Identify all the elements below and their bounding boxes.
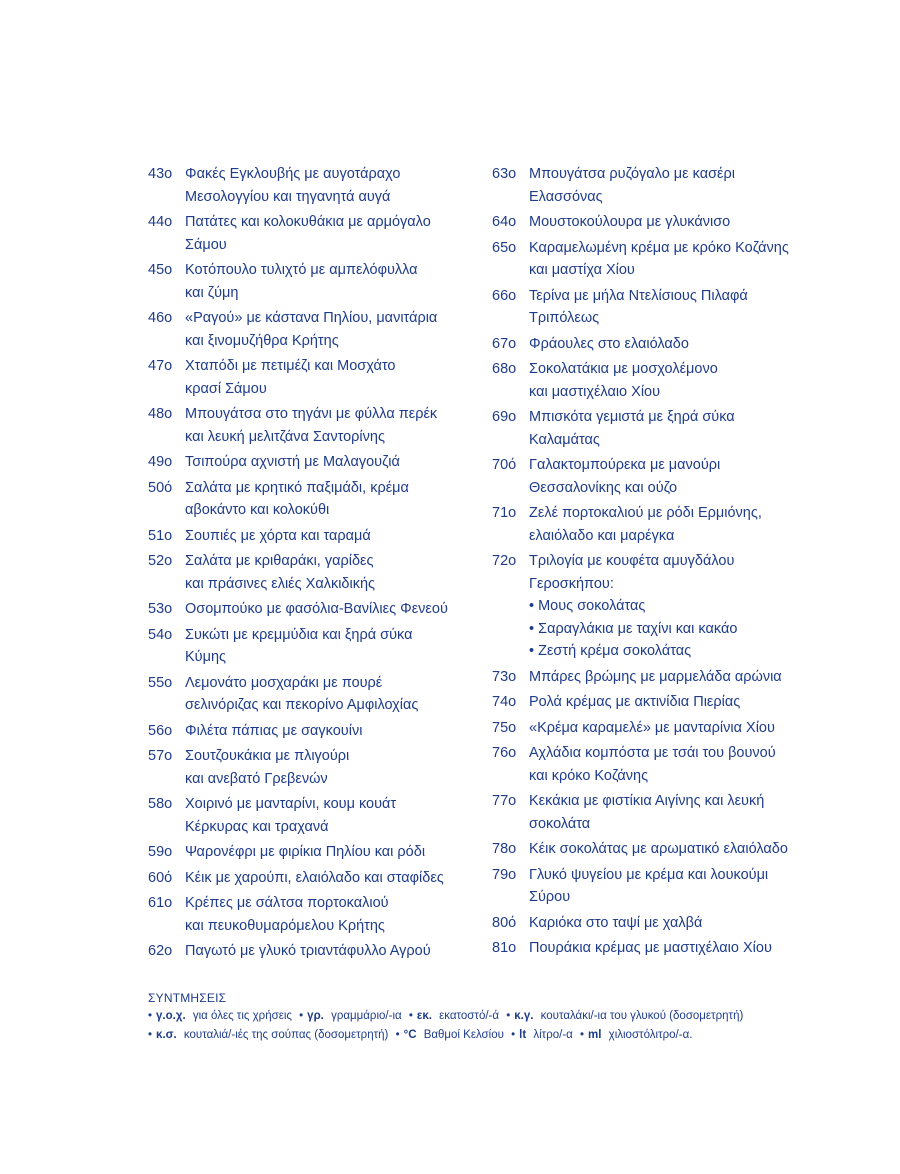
recipe-title <box>529 790 764 835</box>
recipe-title <box>185 892 389 937</box>
recipe-number: 77ο <box>492 793 517 809</box>
recipe-number: 49ο <box>148 454 173 470</box>
abbreviation: κ.σ. <box>156 1029 177 1041</box>
recipe-entry <box>148 672 468 717</box>
recipe-title-line: Ζελέ πορτοκαλιού με ρόδι Ερμιόνης, <box>529 505 762 521</box>
recipe-title-line: Μπισκότα γεμιστά με ξηρά σύκα <box>529 409 735 425</box>
recipe-title-line: σοκολάτα <box>529 815 591 832</box>
recipe-number: 71ο <box>492 505 517 521</box>
recipe-title <box>529 211 730 234</box>
recipe-number: 48ο <box>148 406 173 422</box>
recipe-title-line: Σαλάτα με κριθαράκι, γαρίδες <box>185 553 374 569</box>
abbreviation: εκ. <box>416 1010 432 1022</box>
bullet: • <box>395 1029 400 1041</box>
recipe-title-line: Σουπιές με χόρτα και ταραμά <box>185 527 371 544</box>
recipe-title-line: και λευκή μελιτζάνα Σαντορίνης <box>185 428 385 445</box>
recipe-title-line: και μαστιχέλαιο Χίου <box>529 383 661 400</box>
recipe-title <box>185 307 437 352</box>
abbreviations-line-1 <box>148 1007 828 1026</box>
recipe-number: 66ο <box>492 287 517 304</box>
recipe-title-line: σελινόριζας και πεκορίνο Αμφιλοχίας <box>185 697 419 713</box>
recipe-entry <box>148 525 468 548</box>
abbreviation-description: κουταλιά/-ιές της σούπας (δοσομετρητή) <box>180 1029 392 1041</box>
recipe-number: 65ο <box>492 239 517 256</box>
recipe-entry <box>492 502 822 547</box>
recipe-title-line: Συκώτι με κρεμμύδια και ξηρά σύκα <box>185 626 413 643</box>
recipe-entry <box>492 790 822 835</box>
bullet: • <box>148 1029 153 1041</box>
recipe-entry <box>148 720 468 743</box>
recipe-title-line: και ξινομυζήθρα Κρήτης <box>185 332 339 349</box>
recipe-entry <box>148 867 468 890</box>
recipe-title-line: Ψαρονέφρι με φιρίκια Πηλίου και ρόδι <box>185 844 426 860</box>
bullet: • <box>580 1029 585 1041</box>
recipe-title-line: «Κρέμα καραμελέ» με μανταρίνια Χίου <box>529 719 775 736</box>
abbreviation-description: γραμμάριο/-ια <box>327 1010 405 1022</box>
recipe-entry <box>492 406 822 451</box>
recipe-entry <box>148 477 468 522</box>
recipe-title-line: Κέρκυρας και τραχανά <box>185 818 329 835</box>
abbreviation: γ.ο.χ. <box>156 1010 186 1022</box>
recipe-title-line: Θεσσαλονίκης και ούζο <box>529 479 678 496</box>
abbreviation: γρ. <box>307 1010 324 1022</box>
recipe-title <box>185 451 400 474</box>
recipe-entry <box>492 864 822 909</box>
recipe-number: 80ό <box>492 914 517 931</box>
recipe-number: 68ο <box>492 361 517 377</box>
recipe-title-line: Οσομπούκο με φασόλια-Βανίλιες Φενεού <box>185 601 448 617</box>
recipe-title-line: Καραμελωμένη κρέμα με κρόκο Κοζάνης <box>529 239 789 256</box>
recipe-entry <box>148 211 468 256</box>
recipe-title-line: Γαλακτομπούρεκα με μανούρι <box>529 457 721 473</box>
recipe-number: 50ό <box>148 479 173 496</box>
recipe-entry <box>492 285 822 330</box>
abbreviation-description: χιλιοστόλιτρο/-α. <box>605 1029 693 1041</box>
recipe-title-line: Κρέπες με σάλτσα πορτοκαλιού <box>185 895 389 911</box>
recipe-title <box>529 237 789 282</box>
recipe-title-line: Μπουγάτσα στο τηγάνι με φύλλα περέκ <box>185 406 438 422</box>
recipe-title-line: Καριόκα στο ταψί με χαλβά <box>529 914 703 931</box>
recipe-title <box>185 477 409 522</box>
recipe-title-line: Σοκολατάκια με μοσχολέμονο <box>529 361 718 377</box>
recipe-entry <box>148 403 468 448</box>
recipe-entry <box>492 666 822 689</box>
recipe-entry <box>492 717 822 740</box>
recipe-entry <box>492 358 822 403</box>
recipe-title-line: Γλυκό ψυγείου με κρέμα και λουκούμι <box>529 866 769 883</box>
recipe-title <box>185 745 349 790</box>
recipe-title-line: Κέικ σοκολάτας με αρωματικό ελαιόλαδο <box>529 841 788 857</box>
recipe-title-line: Σαλάτα με κρητικό παξιμάδι, κρέμα <box>185 479 409 496</box>
recipe-title-line: Λεμονάτο μοσχαράκι με πουρέ <box>185 674 383 691</box>
bullet: • <box>148 1010 153 1022</box>
abbreviations-line-2 <box>148 1026 828 1045</box>
abbreviation-description: για όλες τις χρήσεις <box>189 1010 296 1022</box>
recipe-number: 76ο <box>492 745 517 761</box>
abbreviation-description: Βαθμοί Κελσίου <box>420 1029 508 1041</box>
recipe-entry <box>492 691 822 714</box>
bullet: • <box>299 1010 304 1022</box>
recipe-title-line: αβοκάντο και κολοκύθι <box>185 502 330 518</box>
recipe-number: 47ο <box>148 358 173 374</box>
recipe-title <box>529 285 748 330</box>
recipe-number: 46ο <box>148 310 173 326</box>
recipe-title-line: Τσιπούρα αχνιστή με Μαλαγουζιά <box>185 454 400 470</box>
recipe-entry <box>492 742 822 787</box>
recipe-number: 55ο <box>148 674 173 691</box>
recipe-title-line: Ρολά κρέμας με ακτινίδια Πιερίας <box>529 694 741 710</box>
recipe-title-line: Σύρου <box>529 889 571 905</box>
recipe-title-line: Κύμης <box>185 649 227 665</box>
recipe-number: 75ο <box>492 719 517 736</box>
recipe-number: 78ο <box>492 841 517 857</box>
recipe-entry <box>492 838 822 861</box>
recipe-title-line: Πατάτες και κολοκυθάκια με αρμόγαλο <box>185 214 431 230</box>
recipe-title <box>529 864 768 909</box>
recipe-number: 62ο <box>148 943 173 959</box>
abbreviation: °C <box>403 1029 417 1041</box>
recipe-title-line: • Ζεστή κρέμα σοκολάτας <box>529 643 692 659</box>
recipe-entry <box>148 745 468 790</box>
recipe-title-line: κρασί Σάμου <box>185 380 267 397</box>
recipe-title-line: Πουράκια κρέμας με μαστιχέλαιο Χίου <box>529 940 772 956</box>
recipe-title <box>185 403 437 448</box>
recipe-title <box>529 333 689 356</box>
recipe-title <box>185 598 448 621</box>
bullet: • <box>506 1010 511 1022</box>
recipe-title-line: Μεσολογγίου και τηγανητά αυγά <box>185 188 391 205</box>
recipe-number: 45ο <box>148 262 173 278</box>
recipe-entry <box>492 333 822 356</box>
recipe-title-line: Αχλάδια κομπόστα με τσάι του βουνού <box>529 745 776 761</box>
recipe-entry <box>148 307 468 352</box>
recipe-number: 74ο <box>492 694 517 710</box>
recipe-title-line: Φιλέτα πάπιας με σαγκουίνι <box>185 722 363 739</box>
recipe-title <box>185 355 395 400</box>
recipe-title <box>529 406 735 451</box>
recipe-entry <box>492 211 822 234</box>
recipe-entry <box>148 598 468 621</box>
recipe-number: 69ο <box>492 409 517 425</box>
recipe-title-line: • Μους σοκολάτας <box>529 598 646 614</box>
recipe-entry <box>148 892 468 937</box>
recipe-title-line: και κρόκο Κοζάνης <box>529 767 649 784</box>
recipe-entry <box>148 163 468 208</box>
recipe-number: 61ο <box>148 895 173 911</box>
recipe-title-line: Μπάρες βρώμης με μαρμελάδα αρώνια <box>529 668 782 685</box>
recipe-title <box>185 525 371 548</box>
abbreviation-description: εκατοστό/-ά <box>435 1010 503 1022</box>
recipe-title-line: Μουστοκούλουρα με γλυκάνισο <box>529 214 731 230</box>
recipe-number: 58ο <box>148 796 173 812</box>
recipe-title <box>185 550 375 595</box>
recipe-number: 59ο <box>148 844 173 860</box>
recipe-entry <box>148 355 468 400</box>
recipe-title <box>529 550 737 663</box>
recipe-title-line: Τριλογία με κουφέτα αμυγδάλου <box>529 553 735 569</box>
recipe-title-line: Κέικ με χαρούπι, ελαιόλαδο και σταφίδες <box>185 869 444 886</box>
recipe-title <box>185 940 431 963</box>
recipe-number: 57ο <box>148 748 173 764</box>
recipe-title-line: Σουτζουκάκια με πλιγούρι <box>185 748 350 764</box>
recipe-number: 52ο <box>148 553 173 569</box>
recipe-entry <box>148 841 468 864</box>
recipe-entry <box>492 163 822 208</box>
abbreviation: lt <box>519 1029 527 1041</box>
recipe-number: 56ο <box>148 722 173 739</box>
recipe-entry <box>492 912 822 935</box>
recipe-title-line: Κεκάκια με φιστίκια Αιγίνης και λευκή <box>529 793 765 809</box>
bullet: • <box>408 1010 413 1022</box>
recipe-title <box>529 358 718 403</box>
left-column <box>148 163 468 966</box>
recipe-title <box>185 259 418 304</box>
recipe-title <box>529 912 702 935</box>
recipe-title <box>185 163 400 208</box>
recipe-number: 70ό <box>492 457 517 473</box>
abbreviation: κ.γ. <box>514 1010 534 1022</box>
recipe-title <box>529 502 762 547</box>
recipe-title-line: • Σαραγλάκια με ταχίνι και κακάο <box>529 620 738 637</box>
recipe-number: 43ο <box>148 166 173 182</box>
recipe-number: 63ο <box>492 166 517 182</box>
recipe-title-line: Χοιρινό με μανταρίνι, κουμ κουάτ <box>185 796 397 812</box>
recipe-title-line: Τερίνα με μήλα Ντελίσιους Πιλαφά <box>529 287 748 304</box>
recipe-entry <box>148 451 468 474</box>
recipe-entry <box>492 550 822 663</box>
recipe-title-line: Χταπόδι με πετιμέζι και Μοσχάτο <box>185 358 396 374</box>
recipe-title-line: Παγωτό με γλυκό τριαντάφυλλο Αγρού <box>185 943 431 959</box>
abbreviation: ml <box>588 1029 602 1041</box>
abbreviations-section <box>148 990 828 1045</box>
recipe-entry <box>148 259 468 304</box>
recipe-number: 51ο <box>148 527 173 544</box>
recipe-title-line: Γεροσκήπου: <box>529 575 614 592</box>
recipe-title <box>185 720 362 743</box>
recipe-title <box>185 793 396 838</box>
recipe-title <box>185 867 444 890</box>
recipe-entry <box>148 940 468 963</box>
recipe-title <box>529 163 735 208</box>
recipe-number: 44ο <box>148 214 173 230</box>
recipe-title <box>185 841 425 864</box>
recipe-entry <box>148 550 468 595</box>
recipe-number: 72ο <box>492 553 517 569</box>
recipe-title-line: και πράσινες ελιές Χαλκιδικής <box>185 575 376 592</box>
recipe-number: 60ό <box>148 869 173 886</box>
recipe-title-line: «Ραγού» με κάστανα Πηλίου, μανιτάρια <box>185 310 438 326</box>
recipe-number: 79ο <box>492 866 517 883</box>
recipe-title <box>185 211 431 256</box>
recipe-number: 53ο <box>148 601 173 617</box>
recipe-title-line: Φράουλες στο ελαιόλαδο <box>529 335 689 352</box>
recipe-title-line: Ελασσόνας <box>529 188 603 205</box>
abbreviation-description: κουταλάκι/-ια του γλυκού (δοσομετρητή) <box>537 1010 744 1022</box>
recipe-entry <box>148 793 468 838</box>
recipe-title-line: και ανεβατό Γρεβενών <box>185 770 328 787</box>
recipe-title <box>529 717 775 740</box>
recipe-entry <box>492 937 822 960</box>
recipe-title-line: και μαστίχα Χίου <box>529 262 635 278</box>
recipe-number: 81ο <box>492 940 517 956</box>
recipe-title <box>529 742 776 787</box>
recipe-title-line: Κοτόπουλο τυλιχτό με αμπελόφυλλα <box>185 262 418 278</box>
bullet: • <box>511 1029 516 1041</box>
recipe-title <box>529 666 782 689</box>
recipe-number: 67ο <box>492 335 517 352</box>
recipe-title-line: Σάμου <box>185 236 227 253</box>
right-column <box>492 163 822 963</box>
recipe-title-line: Τριπόλεως <box>529 310 600 326</box>
recipe-title <box>529 838 788 861</box>
abbreviation-description: λίτρο/-α <box>530 1029 577 1041</box>
abbreviations-title: ΣΥΝΤΜΗΣΕΙΣ <box>148 991 227 1005</box>
recipe-number: 73ο <box>492 668 517 685</box>
recipe-number: 64ο <box>492 214 517 230</box>
recipe-number: 54ο <box>148 626 173 643</box>
recipe-title-line: Καλαμάτας <box>529 431 600 448</box>
recipe-title-line: ελαιόλαδο και μαρέγκα <box>529 527 675 544</box>
recipe-title <box>529 454 720 499</box>
recipe-title-line: και ζύμη <box>185 284 239 301</box>
recipe-title <box>185 672 418 717</box>
recipe-entry <box>492 237 822 282</box>
recipe-entry <box>492 454 822 499</box>
recipe-title <box>185 624 412 669</box>
recipe-title-line: Μπουγάτσα ρυζόγαλο με κασέρι <box>529 166 735 182</box>
recipe-entry <box>148 624 468 669</box>
recipe-title-line: και πευκοθυμαρόμελου Κρήτης <box>185 917 385 934</box>
recipe-title <box>529 937 772 960</box>
recipe-title <box>529 691 740 714</box>
recipe-title-line: Φακές Εγκλουβής με αυγοτάραχο <box>185 166 401 182</box>
